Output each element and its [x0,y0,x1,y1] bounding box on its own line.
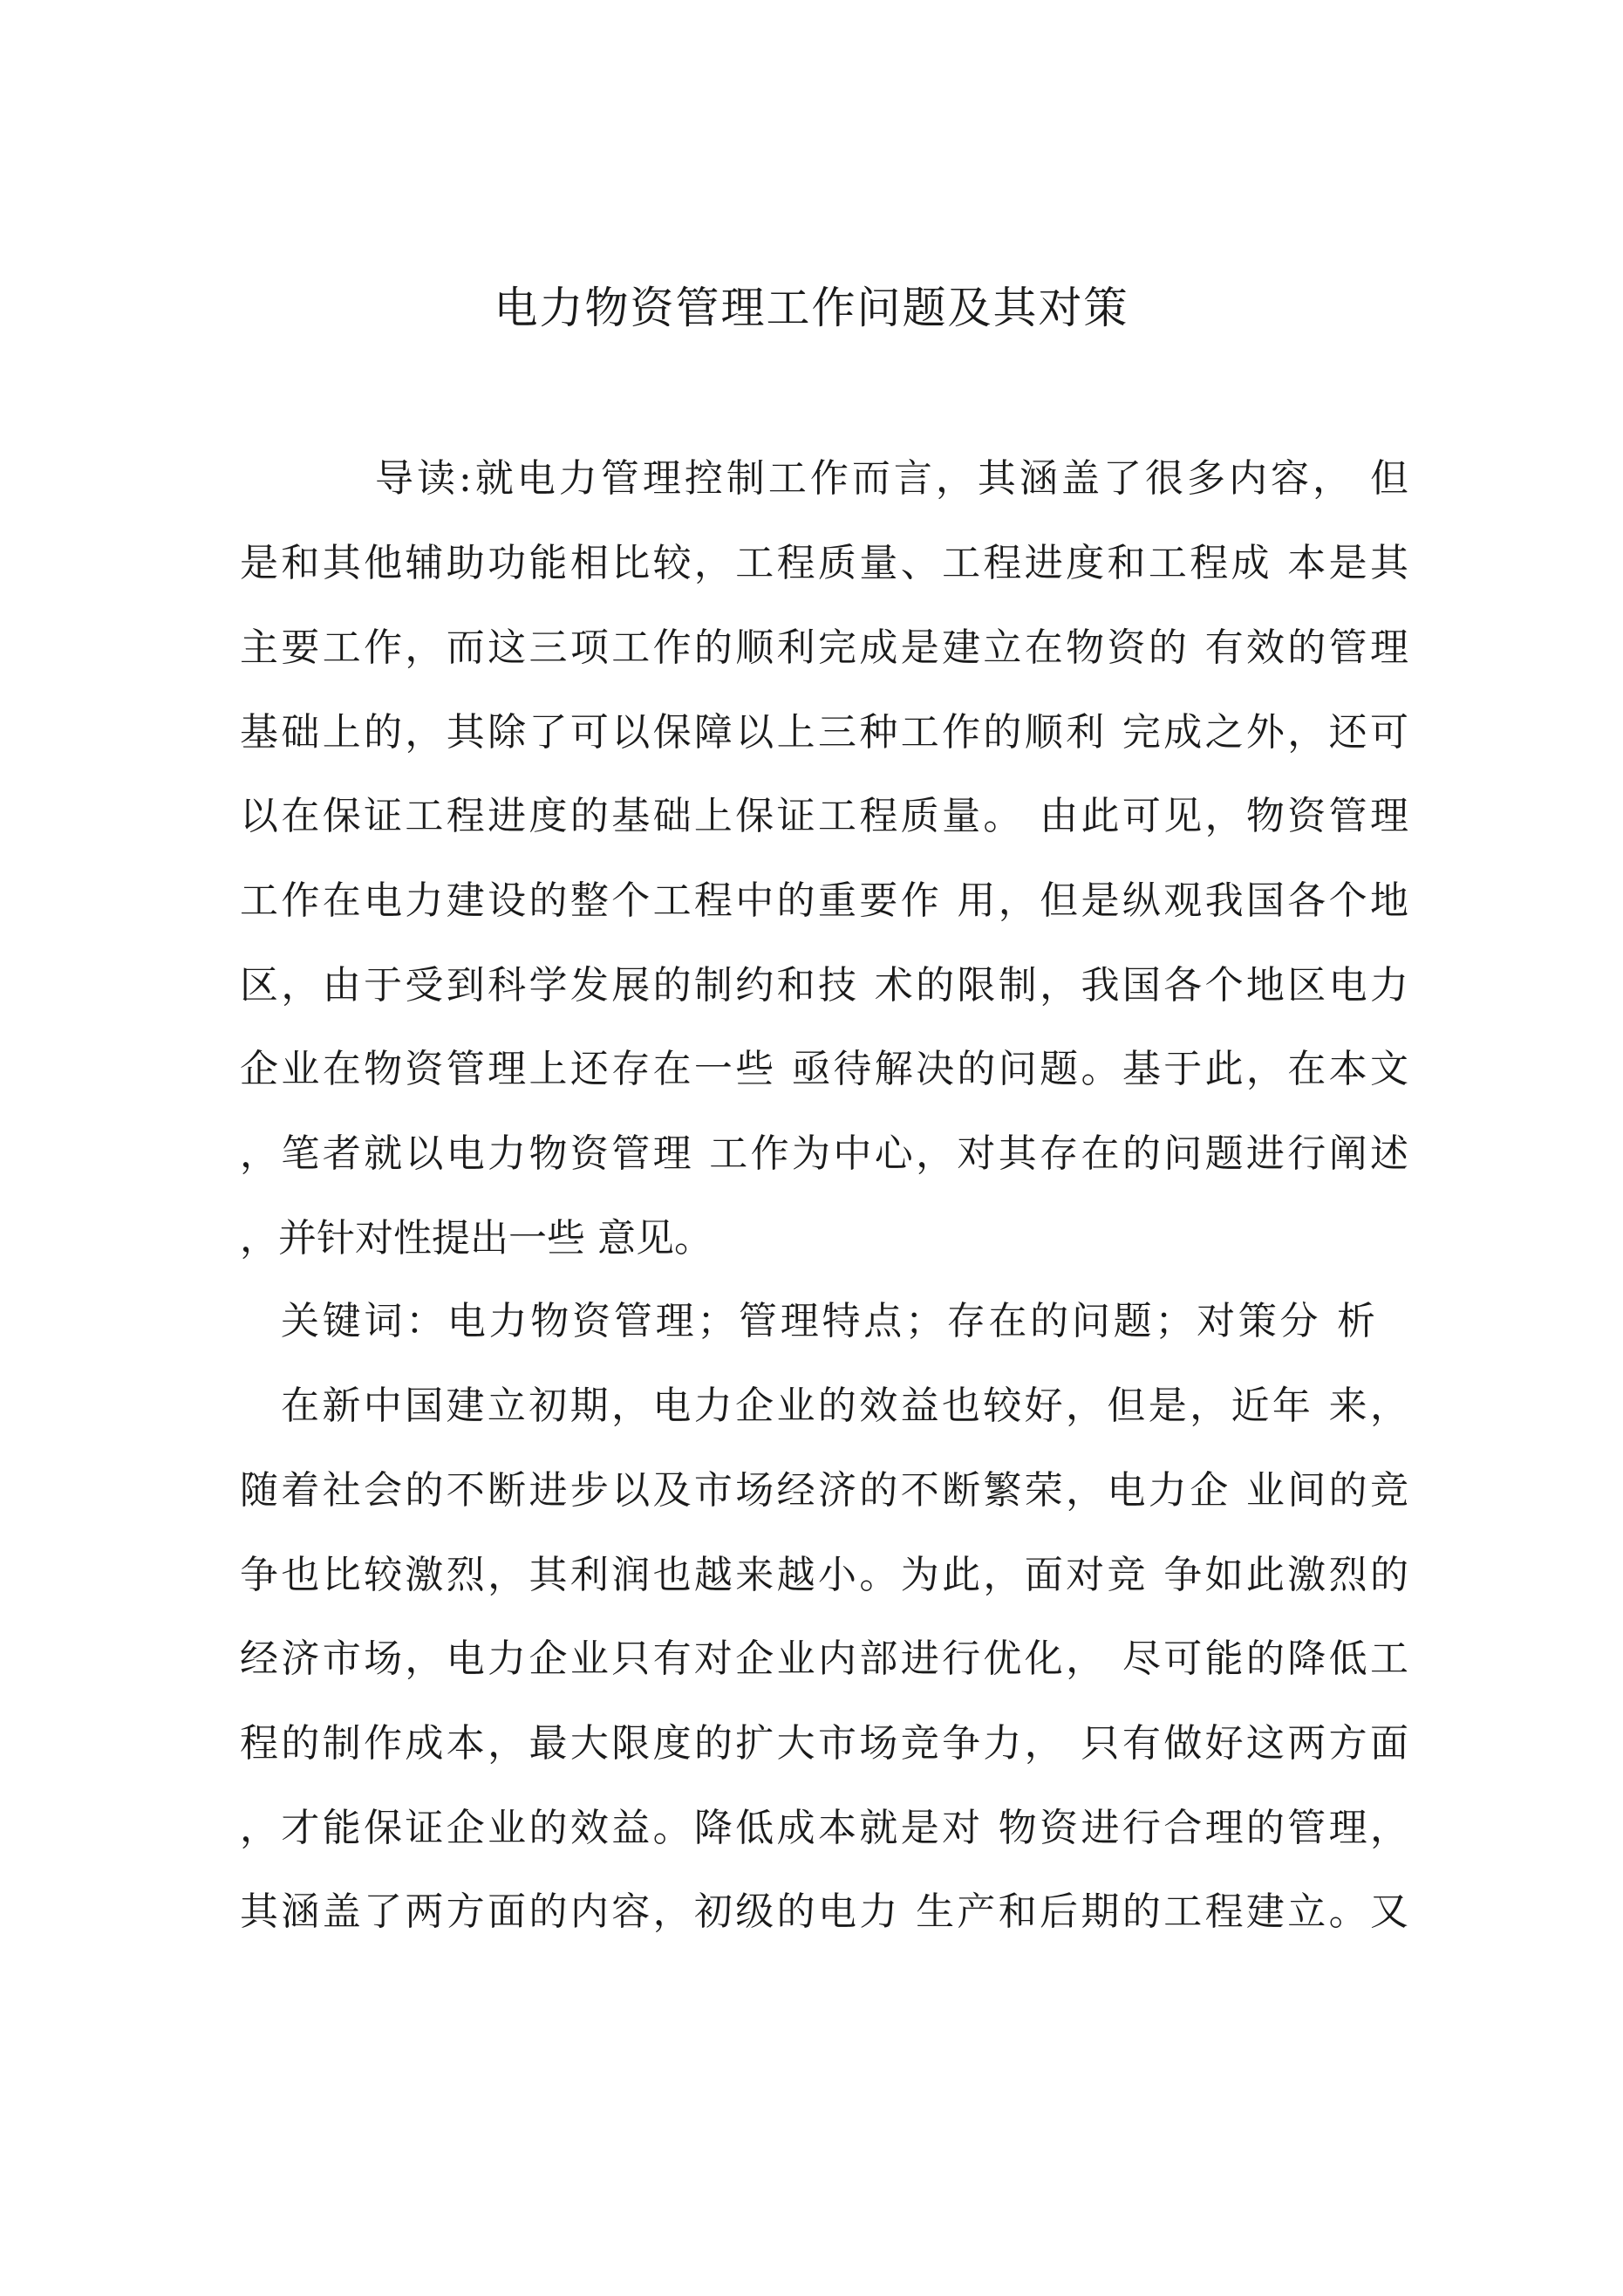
body-line-7: 其涵盖了两方面的内容，初级的电力 生产和后期的工程建立。又 [240,1889,1408,1934]
body-line-2: 随着社会的不断进步以及市场经济的不断繁荣，电力企 业间的竞 [240,1468,1408,1513]
abstract-line-10: ，并针对性提出一些 意见。 [240,1216,713,1261]
abstract-line-2: 是和其他辅助功能相比较，工程质量、工程进度和工程成 本是其 [240,541,1408,585]
abstract-line-5: 以在保证工程进度的基础上保证工程质量。 由此可见，物资管理 [240,794,1408,838]
abstract-line-4: 基础上的，其除了可以保障以上三种工作的顺利 完成之外，还可 [240,710,1408,755]
abstract-line-8: 企业在物资管理上还存在一些 亟待解决的问题。基于此，在本文 [240,1047,1408,1091]
body-line-1: 在新中国建立初期，电力企业的效益也较好，但是，近年 来， [281,1384,1408,1428]
abstract-line-7: 区，由于受到科学发展的制约和技 术的限制，我国各个地区电力 [240,963,1408,1008]
abstract-line-3: 主要工作，而这三项工作的顺利完成是建立在物资的 有效的管理 [240,625,1408,670]
document-title: 电力物资管理工作问题及其对策 [494,283,1129,333]
abstract-line-1: 导读:就电力管理控制工作而言，其涵盖了很多内容， 但 [375,456,1408,501]
body-line-4: 经济市场，电力企业只有对企业内部进行优化， 尽可能的降低工 [240,1637,1408,1681]
body-line-5: 程的制作成本，最大限度的扩大市场竞争力， 只有做好这两方面 [240,1721,1408,1766]
body-line-6: ，才能保证企业的效益。降低成本就是对 物资进行合理的管理， [240,1806,1408,1850]
keywords-line: 关键词：电力物资管理；管理特点；存在的问题；对策分 析 [281,1299,1375,1343]
abstract-line-9: ，笔者就以电力物资管理 工作为中心，对其存在的问题进行阐述 [240,1131,1408,1176]
body-line-3: 争也比较激烈，其利润也越来越小。为此，面对竞 争如此激烈的 [240,1553,1408,1597]
abstract-line-6: 工作在电力建设的整个工程中的重要作 用，但是纵观我国各个地 [240,878,1408,923]
